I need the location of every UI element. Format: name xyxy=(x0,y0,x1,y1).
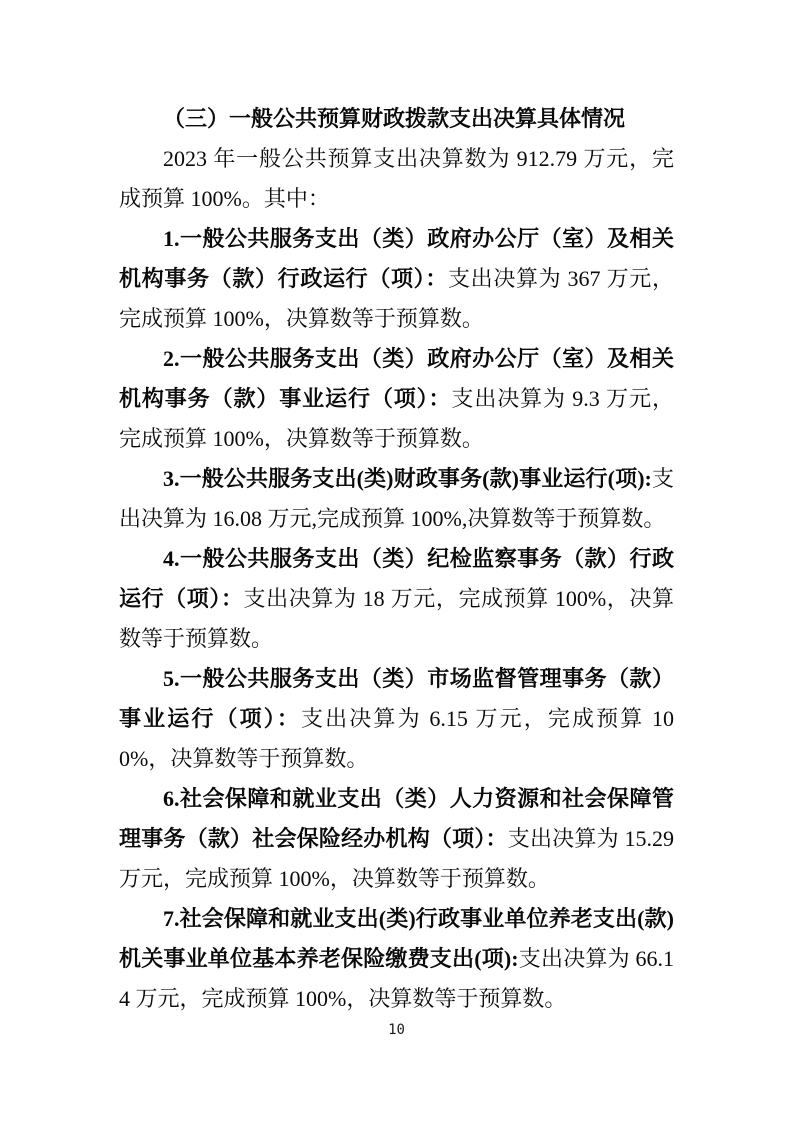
budget-item-3-lead: 3.一般公共服务支出(类)财政事务(款)事业运行(项): xyxy=(163,466,652,491)
budget-item-3 xyxy=(119,459,674,539)
budget-item-3-body: 支出决算为 16.08 万元,完成预算 100%,决算数等于预算数。 xyxy=(119,466,674,531)
budget-item-5-body: 支出决算为 6.15 万元，完成预算 100%，决算数等于预算数。 xyxy=(119,706,674,771)
budget-item-6-lead: 6.社会保障和就业支出（类）人力资源和社会保障管理事务（款）社会保险经办机构（项）： xyxy=(119,786,674,851)
budget-item-6 xyxy=(119,779,674,899)
budget-item-5-lead: 5.一般公共服务支出（类）市场监督管理事务（款）事业运行（项）： xyxy=(119,666,674,731)
budget-item-7-lead: 7.社会保障和就业支出(类)行政事业单位养老支出(款)机关事业单位基本养老保险缴费支出(项): xyxy=(119,906,674,971)
page-number: 10 xyxy=(388,1022,405,1038)
budget-item-5 xyxy=(119,659,674,779)
section-heading: （三）一般公共预算财政拨款支出决算具体情况 xyxy=(163,106,626,131)
budget-item-2 xyxy=(119,339,674,459)
budget-item-2-lead: 2.一般公共服务支出（类）政府办公厅（室）及相关机构事务（款）事业运行（项）： xyxy=(119,346,674,411)
budget-item-1-lead: 1.一般公共服务支出（类）政府办公厅（室）及相关机构事务（款）行政运行（项）： xyxy=(119,226,674,291)
budget-item-4 xyxy=(119,539,674,659)
budget-item-6-body: 支出决算为 15.29 万元，完成预算 100%，决算数等于预算数。 xyxy=(119,826,674,891)
intro-paragraph: 2023 年一般公共预算支出决算数为 912.79 万元，完成预算 100%。其中： xyxy=(119,146,674,211)
document-body xyxy=(119,99,674,1019)
budget-item-7 xyxy=(119,899,674,1019)
budget-item-4-lead: 4.一般公共服务支出（类）纪检监察事务（款）行政运行（项）： xyxy=(119,546,674,611)
budget-item-1 xyxy=(119,219,674,339)
budget-item-7-body: 支出决算为 66.14 万元，完成预算 100%，决算数等于预算数。 xyxy=(119,946,674,1011)
budget-item-1-body: 支出决算为 367 万元，完成预算 100%，决算数等于预算数。 xyxy=(119,266,674,331)
budget-item-2-body: 支出决算为 9.3 万元，完成预算 100%，决算数等于预算数。 xyxy=(119,386,674,451)
budget-item-4-body: 支出决算为 18 万元，完成预算 100%，决算数等于预算数。 xyxy=(119,586,674,651)
